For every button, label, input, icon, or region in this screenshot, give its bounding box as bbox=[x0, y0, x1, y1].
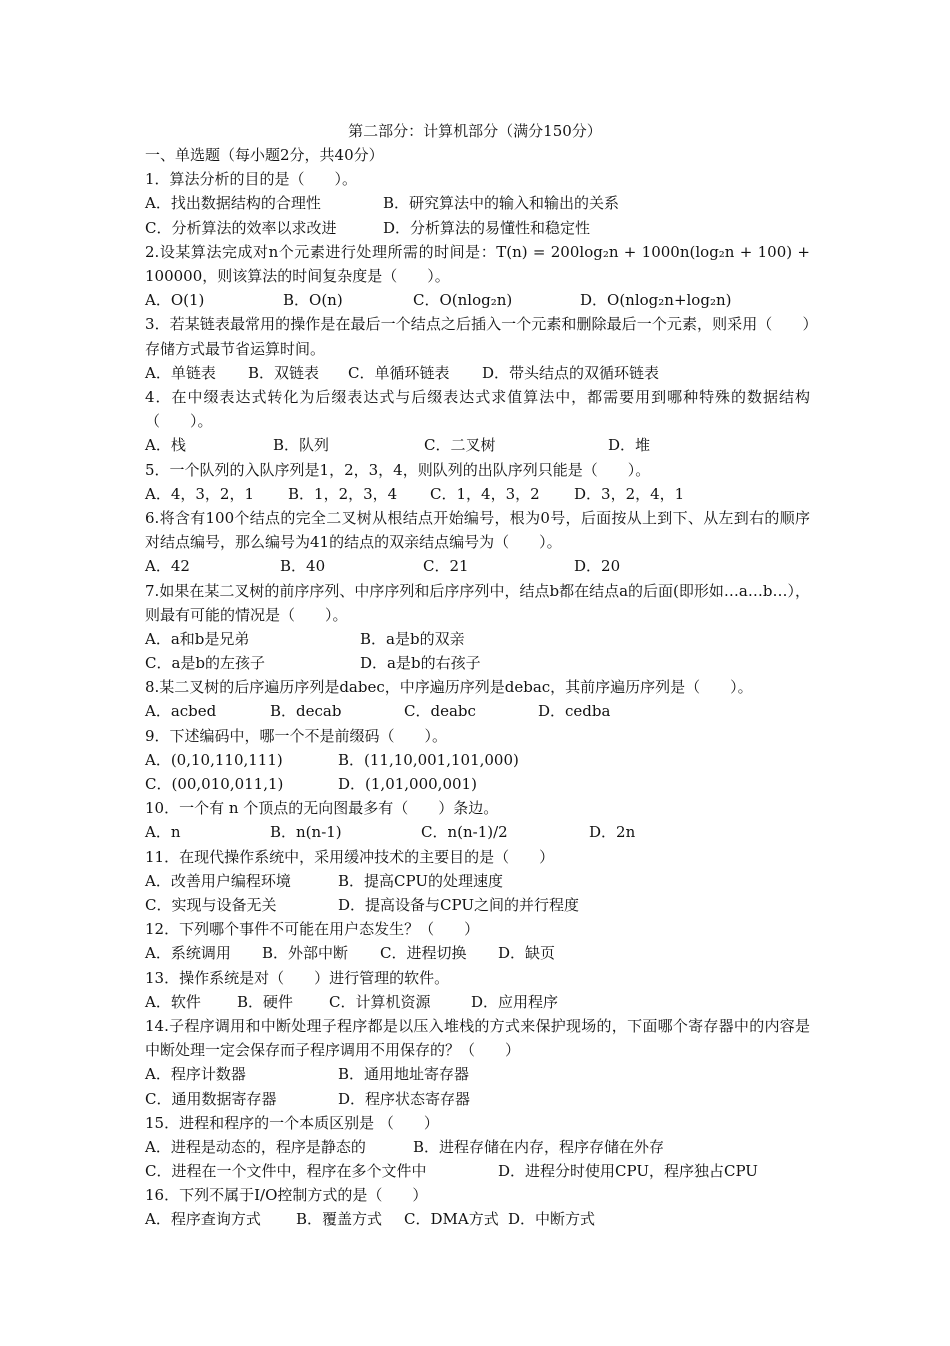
option-c: C．deabc bbox=[404, 702, 476, 721]
option-d: D．应用程序 bbox=[471, 992, 559, 1011]
question-4-options bbox=[145, 433, 810, 457]
question-12-stem: 12．下列哪个事件不可能在用户态发生？（ ） bbox=[145, 920, 480, 939]
question-6-options bbox=[145, 554, 810, 578]
option-d: D．提高设备与CPU之间的并行程度 bbox=[338, 895, 579, 914]
page-title: 第二部分：计算机部分（满分150分） bbox=[348, 122, 602, 140]
option-b: B．进程存储在内存，程序存储在外存 bbox=[413, 1137, 665, 1156]
option-a: A．进程是动态的，程序是静态的 bbox=[145, 1137, 366, 1156]
option-c: C．n(n-1)/2 bbox=[421, 823, 508, 842]
question-11-stem: 11．在现代操作系统中，采用缓冲技术的主要目的是（ ） bbox=[145, 847, 555, 866]
option-a: A．42 bbox=[145, 557, 190, 576]
option-d: D．进程分时使用CPU，程序独占CPU bbox=[498, 1162, 758, 1181]
option-c: C．21 bbox=[423, 557, 469, 576]
question-13-stem: 13．操作系统是对（ ）进行管理的软件。 bbox=[145, 968, 450, 987]
option-c: C．DMA方式 bbox=[404, 1210, 499, 1229]
option-b: B．硬件 bbox=[237, 992, 294, 1011]
option-b: B．提高CPU的处理速度 bbox=[338, 871, 503, 890]
question-9-options bbox=[145, 772, 810, 796]
question-15-options bbox=[145, 1135, 810, 1159]
option-a: A．软件 bbox=[145, 992, 201, 1011]
option-a: A．程序查询方式 bbox=[145, 1210, 261, 1229]
option-b: B．队列 bbox=[273, 436, 330, 455]
option-d: D．3，2，4，1 bbox=[574, 484, 685, 503]
option-b: B．(11,10,001,101,000) bbox=[338, 750, 519, 769]
option-c: C．通用数据寄存器 bbox=[145, 1089, 277, 1108]
option-b: B．覆盖方式 bbox=[296, 1210, 383, 1229]
question-8-stem: 8.某二叉树的后序遍历序列是dabec，中序遍历序列是debac，其前序遍历序列是（ ）。 bbox=[145, 678, 753, 697]
option-d: D．程序状态寄存器 bbox=[338, 1089, 471, 1108]
option-a: A．单链表 bbox=[145, 363, 216, 382]
option-a: A．a和b是兄弟 bbox=[145, 629, 250, 648]
question-5-options bbox=[145, 482, 810, 506]
question-3-options bbox=[145, 361, 810, 385]
option-d: D．2n bbox=[589, 823, 636, 842]
question-2-stem: 2.设某算法完成对n个元素进行处理所需的时间是：T(n) = 200log₂n + 1000n(log₂n + 100) + 100000，则该算法的时间复杂度是（ ）。 bbox=[145, 242, 810, 285]
option-d: D．中断方式 bbox=[508, 1210, 596, 1229]
question-8-options bbox=[145, 699, 810, 723]
question-10-stem: 10．一个有 n 个顶点的无向图最多有（ ）条边。 bbox=[145, 799, 499, 818]
option-a: A．O(1) bbox=[145, 291, 205, 310]
option-a: A．程序计数器 bbox=[145, 1065, 246, 1084]
option-d: D．20 bbox=[574, 557, 621, 576]
question-15-stem: 15．进程和程序的一个本质区别是 （ ） bbox=[145, 1113, 439, 1132]
question-9-stem: 9．下述编码中，哪一个不是前缀码（ ）。 bbox=[145, 726, 448, 745]
option-b: B．O(n) bbox=[283, 291, 343, 310]
option-b: B．40 bbox=[280, 557, 326, 576]
question-11-options bbox=[145, 893, 810, 917]
option-c: C．O(nlog₂n) bbox=[413, 291, 513, 310]
question-15-options bbox=[145, 1159, 810, 1183]
question-7-stem: 7.如果在某二叉树的前序序列、中序序列和后序序列中，结点b都在结点a的后面(即形如…a…b…），则最有可能的情况是（ ）。 bbox=[145, 581, 810, 624]
option-a: A．栈 bbox=[145, 436, 186, 455]
option-d: D．带头结点的双循环链表 bbox=[482, 363, 660, 382]
question-1-options bbox=[145, 191, 810, 215]
question-13-options bbox=[145, 990, 810, 1014]
option-a: A．(0,10,110,111) bbox=[145, 750, 283, 769]
option-d: D．cedba bbox=[538, 702, 611, 721]
option-d: D．O(nlog₂n+log₂n) bbox=[580, 291, 732, 310]
question-14-stem: 14.子程序调用和中断处理子程序都是以压入堆栈的方式来保护现场的，下面哪个寄存器中的内容是中断处理一定会保存而子程序调用不用保存的？（ ） bbox=[145, 1016, 810, 1060]
question-1-options bbox=[145, 216, 810, 240]
question-7-options bbox=[145, 627, 810, 651]
option-c: C．进程切换 bbox=[380, 944, 467, 963]
option-b: B．外部中断 bbox=[262, 944, 349, 963]
option-d: D．堆 bbox=[608, 436, 651, 455]
option-b: B．1，2，3，4 bbox=[288, 484, 398, 503]
question-10-options bbox=[145, 820, 810, 844]
option-b: B．双链表 bbox=[248, 363, 320, 382]
option-d: D．(1,01,000,001) bbox=[338, 775, 477, 794]
option-d: D．分析算法的易懂性和稳定性 bbox=[383, 218, 591, 237]
option-d: D．缺页 bbox=[498, 944, 556, 963]
option-a: A．acbed bbox=[145, 702, 217, 721]
option-c: C．a是b的左孩子 bbox=[145, 654, 266, 673]
exam-body bbox=[145, 143, 810, 1232]
option-c: C．1，4，3，2 bbox=[430, 484, 540, 503]
option-a: A．找出数据结构的合理性 bbox=[145, 194, 321, 213]
option-c: C．进程在一个文件中，程序在多个文件中 bbox=[145, 1162, 427, 1181]
option-c: C．单循环链表 bbox=[348, 363, 450, 382]
question-16-options bbox=[145, 1207, 810, 1231]
question-2-options bbox=[145, 288, 810, 312]
question-14-options bbox=[145, 1062, 810, 1086]
option-a: A．n bbox=[145, 823, 181, 842]
question-5-stem: 5．一个队列的入队序列是1，2，3，4，则队列的出队序列只能是（ ）。 bbox=[145, 460, 651, 479]
option-d: D．a是b的右孩子 bbox=[360, 654, 481, 673]
question-14-options bbox=[145, 1087, 810, 1111]
question-6-stem: 6.将含有100个结点的完全二叉树从根结点开始编号，根为0号，后面按从上到下、从左到右的顺序对结点编号，那么编号为41的结点的双亲结点编号为（ ）。 bbox=[145, 508, 810, 552]
option-c: C．实现与设备无关 bbox=[145, 895, 277, 914]
question-16-stem: 16．下列不属于I/O控制方式的是（ ） bbox=[145, 1186, 428, 1205]
option-b: B．研究算法中的输入和输出的关系 bbox=[383, 194, 620, 213]
question-7-options bbox=[145, 651, 810, 675]
option-c: C．分析算法的效率以求改进 bbox=[145, 218, 337, 237]
option-a: A．改善用户编程环境 bbox=[145, 871, 291, 890]
option-b: B．通用地址寄存器 bbox=[338, 1065, 470, 1084]
question-9-options bbox=[145, 748, 810, 772]
option-b: B．decab bbox=[270, 702, 342, 721]
option-c: C．计算机资源 bbox=[329, 992, 431, 1011]
question-11-options bbox=[145, 869, 810, 893]
option-a: A．4，3，2，1 bbox=[145, 484, 255, 503]
option-c: C．(00,010,011,1) bbox=[145, 775, 284, 794]
option-a: A．系统调用 bbox=[145, 944, 231, 963]
option-b: B．n(n-1) bbox=[270, 823, 342, 842]
section-heading: 一、单选题（每小题2分，共40分） bbox=[145, 146, 384, 164]
option-c: C．二叉树 bbox=[424, 436, 496, 455]
question-12-options bbox=[145, 941, 810, 965]
option-b: B．a是b的双亲 bbox=[360, 629, 465, 648]
question-4-stem: 4．在中缀表达式转化为后缀表达式与后缀表达式求值算法中，都需要用到哪种特殊的数据结构（ ）。 bbox=[145, 387, 810, 431]
question-1-stem: 1．算法分析的目的是（ ）。 bbox=[145, 170, 358, 189]
question-3-stem: 3．若某链表最常用的操作是在最后一个结点之后插入一个元素和删除最后一个元素，则采用（ ）存储方式最节省运算时间。 bbox=[145, 315, 810, 358]
